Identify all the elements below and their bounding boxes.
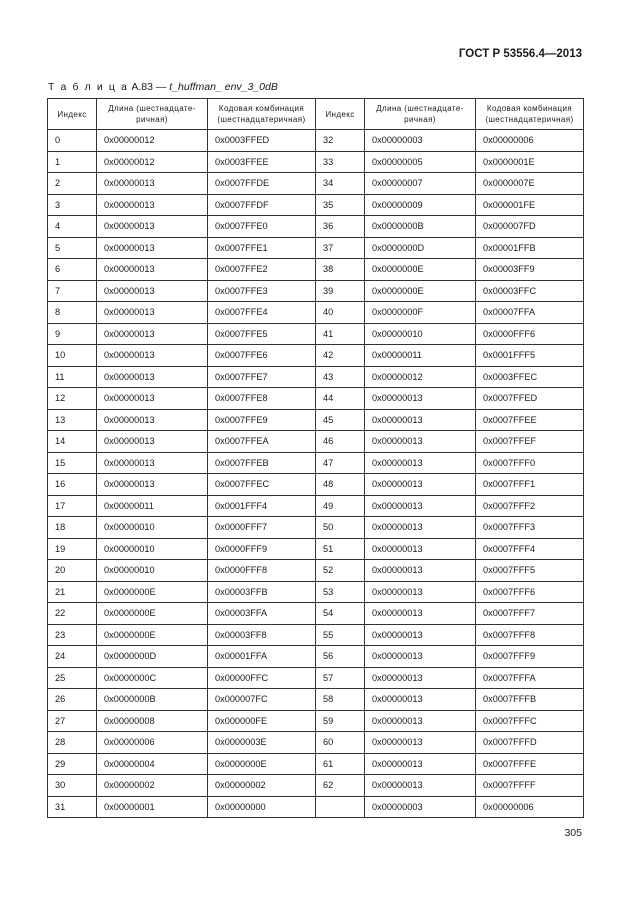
table-row [48,216,584,238]
cell-index-2: 44 [316,388,365,410]
cell-length-2: 0x00000013 [365,753,476,775]
table-row [48,130,584,152]
table-row [48,323,584,345]
standard-header: ГОСТ Р 53556.4—2013 [458,48,582,60]
cell-length: 0x00000010 [97,538,208,560]
cell-length-2: 0x00000013 [365,431,476,453]
cell-index: 27 [48,710,97,732]
cell-index-2: 42 [316,345,365,367]
cell-code: 0x0000FFF9 [208,538,316,560]
cell-index-2: 34 [316,173,365,195]
cell-length: 0x00000013 [97,323,208,345]
cell-length: 0x00000013 [97,474,208,496]
cell-code: 0x0007FFE0 [208,216,316,238]
cell-code: 0x0007FFE2 [208,259,316,281]
cell-index: 31 [48,796,97,818]
col-header-code: Кодовая комбинация (шестнадцатеричная) [208,99,316,130]
cell-index: 23 [48,624,97,646]
cell-code: 0x0007FFE7 [208,366,316,388]
table-row [48,495,584,517]
cell-length: 0x00000013 [97,216,208,238]
cell-code-2: 0x0007FFED [476,388,584,410]
cell-code: 0x0001FFF4 [208,495,316,517]
cell-code-2: 0x0007FFFB [476,689,584,711]
cell-index-2: 52 [316,560,365,582]
cell-index-2: 60 [316,732,365,754]
cell-length-2: 0x00000013 [365,474,476,496]
table-row [48,581,584,603]
cell-code: 0x00003FF8 [208,624,316,646]
cell-length-2: 0x00000011 [365,345,476,367]
cell-index: 3 [48,194,97,216]
cell-length-2: 0x00000013 [365,388,476,410]
cell-index-2: 32 [316,130,365,152]
cell-code-2: 0x00001FFB [476,237,584,259]
cell-length-2: 0x00000010 [365,323,476,345]
cell-length-2: 0x00000013 [365,603,476,625]
cell-index: 12 [48,388,97,410]
cell-code: 0x00000002 [208,775,316,797]
cell-length: 0x00000013 [97,237,208,259]
cell-code-2: 0x0003FFEC [476,366,584,388]
cell-index-2: 39 [316,280,365,302]
cell-index: 13 [48,409,97,431]
cell-index-2: 38 [316,259,365,281]
cell-length: 0x0000000E [97,624,208,646]
table-row [48,796,584,818]
cell-length: 0x00000013 [97,452,208,474]
cell-index: 7 [48,280,97,302]
table-row [48,517,584,539]
cell-index-2: 47 [316,452,365,474]
cell-index-2: 58 [316,689,365,711]
cell-code-2: 0x0007FFF6 [476,581,584,603]
cell-length: 0x00000013 [97,194,208,216]
cell-index-2: 59 [316,710,365,732]
col-header-length-2: Длина (шестнадцате-ричная) [365,99,476,130]
cell-code: 0x00000000 [208,796,316,818]
cell-index: 6 [48,259,97,281]
cell-length-2: 0x00000009 [365,194,476,216]
cell-length-2: 0x00000013 [365,495,476,517]
cell-index-2: 48 [316,474,365,496]
table-row [48,732,584,754]
caption-name: t_huffman_ env_3_0dB [169,81,278,93]
cell-index-2: 51 [316,538,365,560]
cell-code: 0x000000FE [208,710,316,732]
cell-length-2: 0x00000013 [365,517,476,539]
cell-code: 0x0000FFF7 [208,517,316,539]
cell-index-2: 53 [316,581,365,603]
cell-code-2: 0x0007FFFF [476,775,584,797]
cell-code-2: 0x00000006 [476,796,584,818]
table-row [48,452,584,474]
cell-length: 0x00000010 [97,517,208,539]
cell-code-2: 0x000001FE [476,194,584,216]
cell-code: 0x0000003E [208,732,316,754]
cell-length: 0x00000008 [97,710,208,732]
cell-code: 0x0007FFE5 [208,323,316,345]
cell-length-2: 0x00000013 [365,581,476,603]
cell-code-2: 0x0007FFF8 [476,624,584,646]
cell-code-2: 0x0007FFEE [476,409,584,431]
cell-index: 16 [48,474,97,496]
cell-length-2: 0x00000003 [365,796,476,818]
cell-index-2: 61 [316,753,365,775]
cell-code: 0x0007FFDE [208,173,316,195]
cell-length: 0x00000012 [97,151,208,173]
cell-code-2: 0x0007FFF7 [476,603,584,625]
cell-index-2: 40 [316,302,365,324]
cell-code: 0x00001FFA [208,646,316,668]
cell-code-2: 0x0000007E [476,173,584,195]
cell-index-2: 41 [316,323,365,345]
cell-code-2: 0x0007FFFD [476,732,584,754]
cell-index: 21 [48,581,97,603]
cell-index-2: 50 [316,517,365,539]
cell-length: 0x00000004 [97,753,208,775]
cell-code: 0x0007FFEA [208,431,316,453]
cell-length-2: 0x0000000E [365,280,476,302]
cell-code: 0x00003FFA [208,603,316,625]
cell-index-2: 49 [316,495,365,517]
cell-code: 0x0007FFE9 [208,409,316,431]
cell-index-2: 43 [316,366,365,388]
cell-code: 0x0003FFED [208,130,316,152]
table-row [48,603,584,625]
table-row [48,689,584,711]
cell-index: 10 [48,345,97,367]
cell-length-2: 0x00000013 [365,538,476,560]
cell-length: 0x0000000E [97,581,208,603]
page-number: 305 [564,827,582,839]
cell-length-2: 0x00000013 [365,689,476,711]
cell-index-2: 56 [316,646,365,668]
cell-length: 0x0000000D [97,646,208,668]
cell-length: 0x0000000B [97,689,208,711]
cell-length-2: 0x00000012 [365,366,476,388]
cell-index: 30 [48,775,97,797]
cell-code-2: 0x0007FFF1 [476,474,584,496]
cell-length: 0x00000001 [97,796,208,818]
cell-length: 0x00000012 [97,130,208,152]
cell-index-2: 55 [316,624,365,646]
cell-length: 0x00000010 [97,560,208,582]
cell-index: 17 [48,495,97,517]
table-row [48,259,584,281]
cell-index: 22 [48,603,97,625]
cell-index: 26 [48,689,97,711]
cell-code: 0x0000FFF8 [208,560,316,582]
cell-length-2: 0x0000000B [365,216,476,238]
cell-length-2: 0x00000013 [365,409,476,431]
table-row [48,431,584,453]
cell-code-2: 0x0007FFEF [476,431,584,453]
cell-length-2: 0x00000013 [365,667,476,689]
cell-index-2: 36 [316,216,365,238]
cell-code: 0x00000FFC [208,667,316,689]
cell-length-2: 0x00000007 [365,173,476,195]
cell-code-2: 0x0007FFF3 [476,517,584,539]
cell-index-2: 37 [316,237,365,259]
caption-number: А.83 — [128,81,170,93]
cell-length: 0x0000000C [97,667,208,689]
cell-code: 0x0007FFEC [208,474,316,496]
cell-index: 11 [48,366,97,388]
cell-length: 0x00000013 [97,259,208,281]
cell-length: 0x00000006 [97,732,208,754]
cell-length-2: 0x00000013 [365,775,476,797]
table-row [48,753,584,775]
cell-index: 15 [48,452,97,474]
cell-index-2: 62 [316,775,365,797]
huffman-table [47,98,584,818]
cell-index: 28 [48,732,97,754]
cell-code-2: 0x0007FFF9 [476,646,584,668]
cell-code-2: 0x0000FFF6 [476,323,584,345]
cell-code-2: 0x0000001E [476,151,584,173]
cell-code: 0x00003FFB [208,581,316,603]
col-header-code-2: Кодовая комбинация (шестнадцатеричная) [476,99,584,130]
cell-length: 0x00000013 [97,302,208,324]
cell-code-2: 0x00007FFA [476,302,584,324]
table-row [48,173,584,195]
table-row [48,237,584,259]
cell-length: 0x00000013 [97,280,208,302]
table-row [48,560,584,582]
cell-index-2: 33 [316,151,365,173]
cell-code-2: 0x000007FD [476,216,584,238]
cell-length: 0x00000013 [97,388,208,410]
cell-length-2: 0x00000013 [365,710,476,732]
cell-length: 0x00000013 [97,173,208,195]
table-row [48,302,584,324]
cell-length: 0x00000002 [97,775,208,797]
cell-length-2: 0x00000013 [365,560,476,582]
cell-index: 9 [48,323,97,345]
cell-code-2: 0x0007FFFA [476,667,584,689]
cell-length: 0x00000013 [97,366,208,388]
cell-index-2: 57 [316,667,365,689]
table-row [48,775,584,797]
cell-index-2: 35 [316,194,365,216]
cell-index: 20 [48,560,97,582]
table-row [48,474,584,496]
cell-index: 8 [48,302,97,324]
cell-code: 0x0000000E [208,753,316,775]
cell-code-2: 0x0007FFF5 [476,560,584,582]
cell-index: 14 [48,431,97,453]
cell-length-2: 0x0000000D [365,237,476,259]
table-row [48,194,584,216]
cell-code: 0x0007FFE1 [208,237,316,259]
cell-length-2: 0x00000013 [365,624,476,646]
cell-code-2: 0x0007FFFE [476,753,584,775]
cell-code-2: 0x0007FFFC [476,710,584,732]
cell-index: 24 [48,646,97,668]
col-header-index: Индекс [48,99,97,130]
cell-index: 1 [48,151,97,173]
cell-code-2: 0x0007FFF2 [476,495,584,517]
table-row [48,538,584,560]
table-row [48,345,584,367]
cell-index-2: 45 [316,409,365,431]
table-row [48,624,584,646]
cell-length-2: 0x00000003 [365,130,476,152]
cell-code-2: 0x00003FF9 [476,259,584,281]
cell-code-2: 0x00003FFC [476,280,584,302]
cell-length: 0x00000011 [97,495,208,517]
cell-code: 0x0007FFE8 [208,388,316,410]
table-row [48,151,584,173]
table-row [48,409,584,431]
table-caption [48,81,278,93]
cell-index: 0 [48,130,97,152]
cell-index-2: 54 [316,603,365,625]
cell-index: 19 [48,538,97,560]
table-row [48,646,584,668]
cell-code: 0x0007FFE4 [208,302,316,324]
cell-code-2: 0x0007FFF4 [476,538,584,560]
cell-index: 4 [48,216,97,238]
cell-index: 5 [48,237,97,259]
table-row [48,667,584,689]
cell-code: 0x0007FFE3 [208,280,316,302]
cell-length: 0x00000013 [97,431,208,453]
cell-length: 0x0000000E [97,603,208,625]
cell-index-2 [316,796,365,818]
cell-code-2: 0x00000006 [476,130,584,152]
cell-index: 25 [48,667,97,689]
cell-length-2: 0x00000005 [365,151,476,173]
cell-length: 0x00000013 [97,345,208,367]
cell-length-2: 0x00000013 [365,452,476,474]
cell-code: 0x000007FC [208,689,316,711]
caption-prefix: Т а б л и ц а [48,81,129,93]
table-row [48,280,584,302]
cell-code: 0x0007FFE6 [208,345,316,367]
cell-code: 0x0007FFDF [208,194,316,216]
table-body [48,130,584,818]
cell-length-2: 0x0000000F [365,302,476,324]
cell-index: 2 [48,173,97,195]
cell-code: 0x0007FFEB [208,452,316,474]
cell-index: 18 [48,517,97,539]
table-row [48,388,584,410]
cell-code-2: 0x0001FFF5 [476,345,584,367]
col-header-length: Длина (шестнадцате-ричная) [97,99,208,130]
col-header-index-2: Индекс [316,99,365,130]
cell-length: 0x00000013 [97,409,208,431]
table-header-row [48,99,584,130]
table-row [48,710,584,732]
cell-code-2: 0x0007FFF0 [476,452,584,474]
cell-length-2: 0x00000013 [365,646,476,668]
cell-length-2: 0x0000000E [365,259,476,281]
cell-length-2: 0x00000013 [365,732,476,754]
table-row [48,366,584,388]
cell-index-2: 46 [316,431,365,453]
cell-index: 29 [48,753,97,775]
cell-code: 0x0003FFEE [208,151,316,173]
